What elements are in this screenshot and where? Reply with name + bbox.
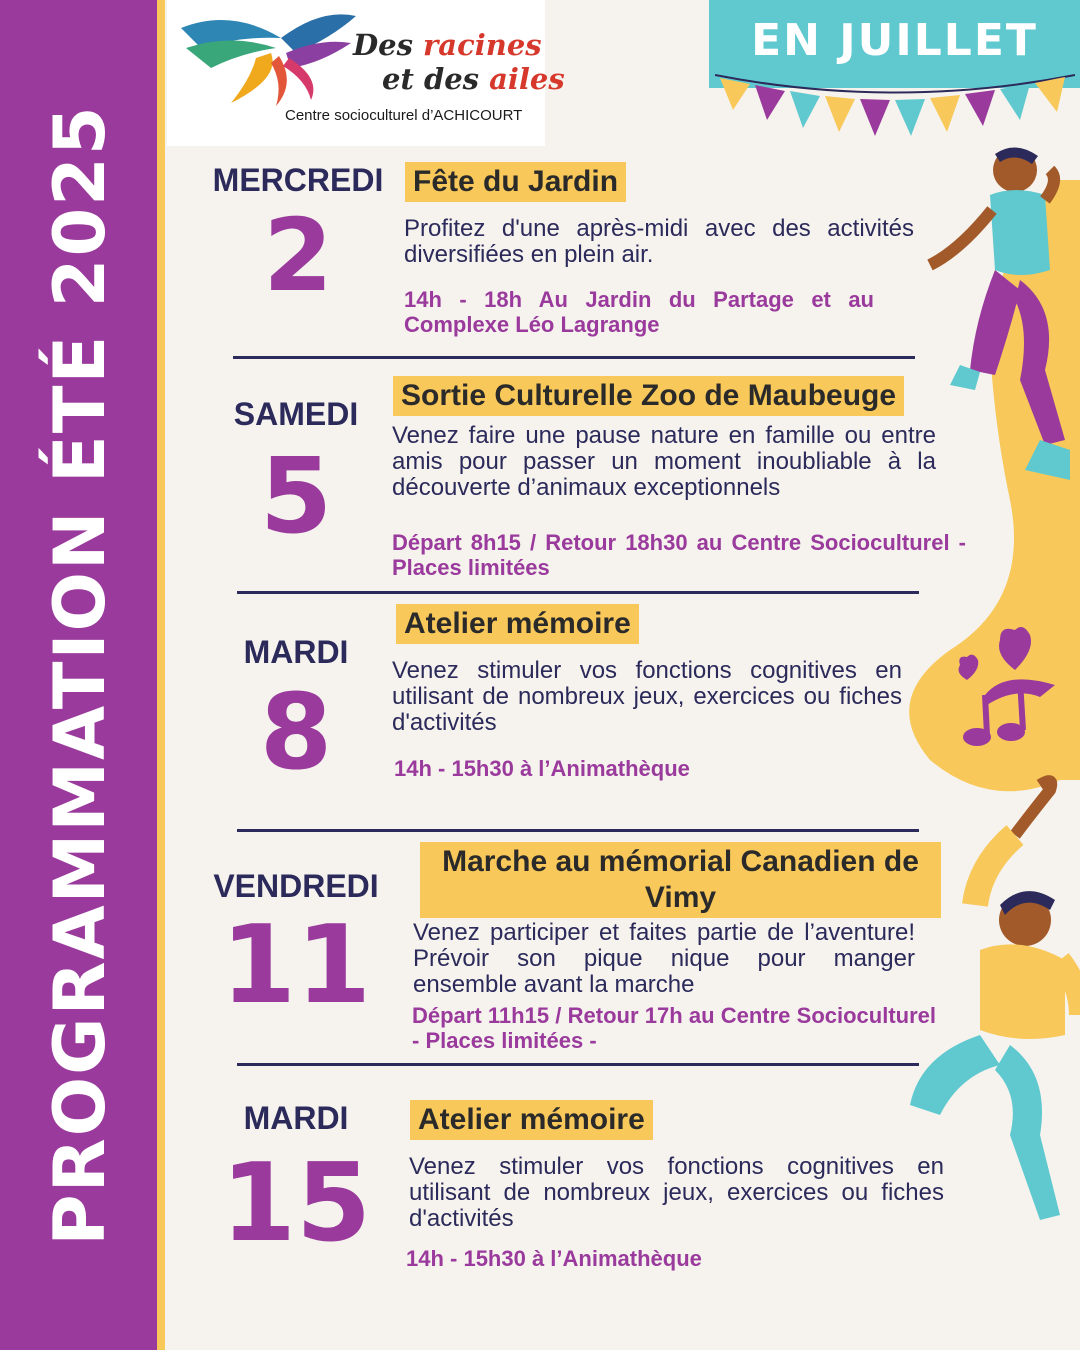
event-date: 15 [220, 1141, 372, 1266]
event-date: 2 [263, 197, 333, 314]
event-day: MERCREDI [212, 162, 384, 198]
event-description: Venez stimuler vos fonctions cognitives en utilisant de nombreux jeux, exercices ou fiches d'activités [409, 1153, 944, 1232]
logo-subtitle: Centre socioculturel d’ACHICOURT [285, 107, 523, 124]
event-title: Atelier mémoire [396, 604, 639, 644]
wings-logo-icon [171, 8, 361, 108]
event-description: Venez participer et faites partie de l’aventure! Prévoir son pique nique pour manger ensemble avant la marche [413, 919, 915, 998]
event-title: Atelier mémoire [410, 1100, 653, 1140]
event-day: SAMEDI [233, 396, 359, 432]
separator [237, 1063, 919, 1066]
separator [237, 829, 919, 832]
event-date: 5 [259, 435, 333, 557]
event-title: Fête du Jardin [405, 162, 626, 202]
logo [167, 0, 565, 146]
event-description: Profitez d'une après-midi avec des activités diversifiées en plein air. [404, 215, 914, 268]
event-info: 14h - 15h30 à l’Animathèque [394, 756, 690, 781]
month-banner: EN JUILLET [709, 0, 1080, 88]
program-title: PROGRAMMATION ÉTÉ 2025 [39, 104, 121, 1246]
event-date: 8 [259, 671, 333, 793]
event-description: Venez stimuler vos fonctions cognitives en utilisant de nombreux jeux, exercices ou fiches d'activités [392, 657, 902, 736]
logo-name-line1 [353, 28, 542, 62]
logo-text: Des [353, 28, 424, 62]
event-day: VENDREDI [213, 868, 379, 904]
logo-name-line2 [382, 62, 565, 96]
separator [237, 591, 919, 594]
side-band-edge [157, 0, 165, 1350]
dancer-man-icon [920, 140, 1080, 510]
event-description: Venez faire une pause nature en famille ou entre amis pour passer un moment inoubliable à la découverte d’animaux exceptionnels [392, 422, 936, 501]
event-title: Sortie Culturelle Zoo de Maubeuge [393, 376, 904, 416]
logo-text: et des [382, 62, 490, 96]
event-date: 11 [220, 903, 372, 1028]
event-title: Marche au mémorial Canadien de Vimy [420, 842, 941, 918]
music-hearts-icon [945, 625, 1065, 755]
event-info: Départ 11h15 / Retour 17h au Centre Socioculturel - Places limitées - [412, 1003, 936, 1053]
event-info: Départ 8h15 / Retour 18h30 au Centre Socioculturel - Places limitées [392, 530, 966, 580]
event-info: 14h - 15h30 à l’Animathèque [406, 1246, 702, 1271]
event-day: MARDI [243, 634, 349, 670]
event-info: 14h - 18h Au Jardin du Partage et au Complexe Léo Lagrange [404, 287, 874, 337]
logo-text-accent: racines [423, 28, 542, 62]
event-day: MARDI [243, 1100, 349, 1136]
separator [233, 356, 915, 359]
logo-text-accent: ailes [489, 62, 565, 96]
